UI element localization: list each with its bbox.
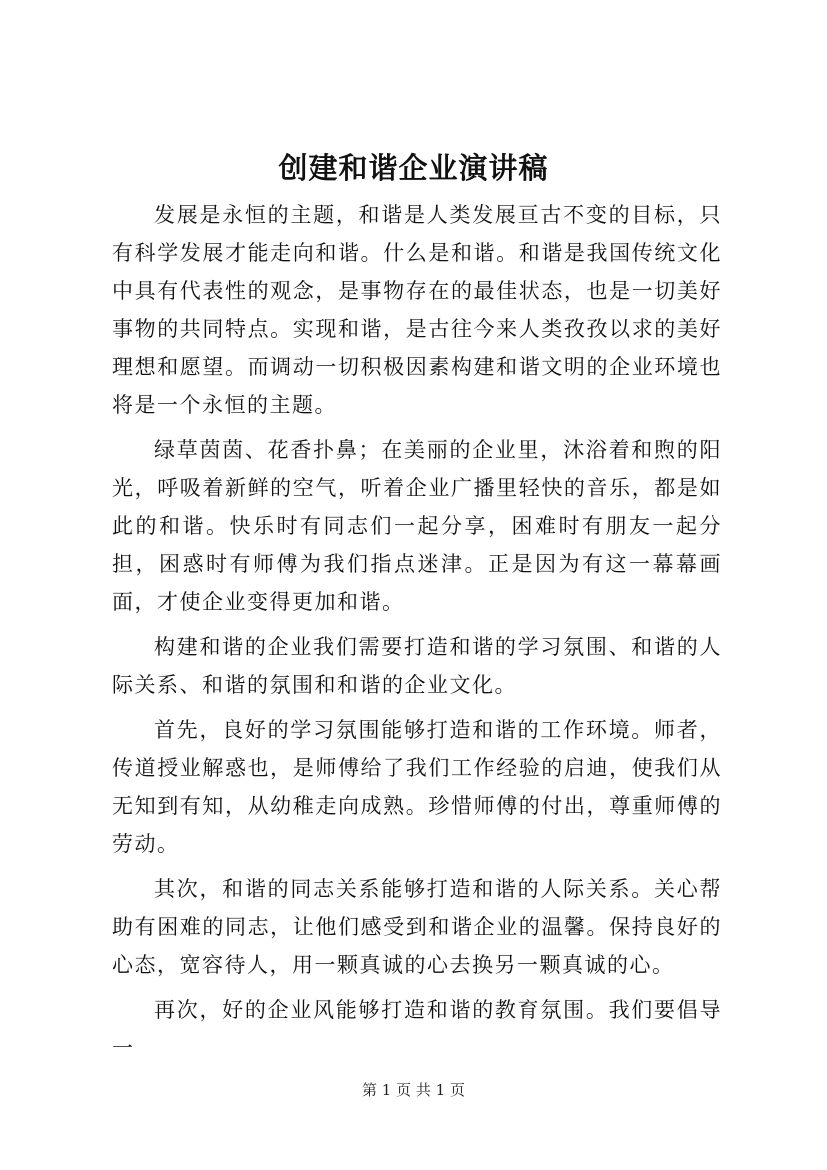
paragraph-6: 再次，好的企业风能够打造和谐的教育氛围。我们要倡导一	[112, 998, 722, 1060]
paragraph-3: 构建和谐的企业我们需要打造和谐的学习氛围、和谐的人际关系、和谐的氛围和和谐的企业文化。	[112, 635, 722, 697]
paragraph-5: 其次，和谐的同志关系能够打造和谐的人际关系。关心帮助有困难的同志，让他们感受到和谐企业的温馨。保持良好的心态，宽容待人，用一颗真诚的心去换另一颗真诚的心。	[112, 877, 722, 977]
document-body	[112, 196, 722, 1074]
paragraph-2: 绿草茵茵、花香扑鼻；在美丽的企业里，沐浴着和煦的阳光，呼吸着新鲜的空气，听着企业广播里轻快的音乐，都是如此的和谐。快乐时有同志们一起分享，困难时有朋友一起分担，困惑时有师傅为我们指点迷津。正是因为有这一幕幕画面，才使企业变得更加和谐。	[112, 438, 722, 614]
paragraph-1: 发展是永恒的主题，和谐是人类发展亘古不变的目标，只有科学发展才能走向和谐。什么是和谐。和谐是我国传统文化中具有代表性的观念，是事物存在的最佳状态，也是一切美好事物的共同特点。实现和谐，是古往今来人类孜孜以求的美好理想和愿望。而调动一切积极因素构建和谐文明的企业环境也将是一个永恒的主题。	[112, 203, 722, 417]
paragraph-4: 首先，良好的学习氛围能够打造和谐的工作环境。师者，传道授业解惑也，是师傅给了我们工作经验的启迪，使我们从无知到有知，从幼稚走向成熟。珍惜师傅的付出，尊重师傅的劳动。	[112, 718, 722, 856]
page-footer: 第 1 页 共 1 页	[362, 1081, 465, 1099]
document-title: 创建和谐企业演讲稿	[278, 151, 549, 185]
